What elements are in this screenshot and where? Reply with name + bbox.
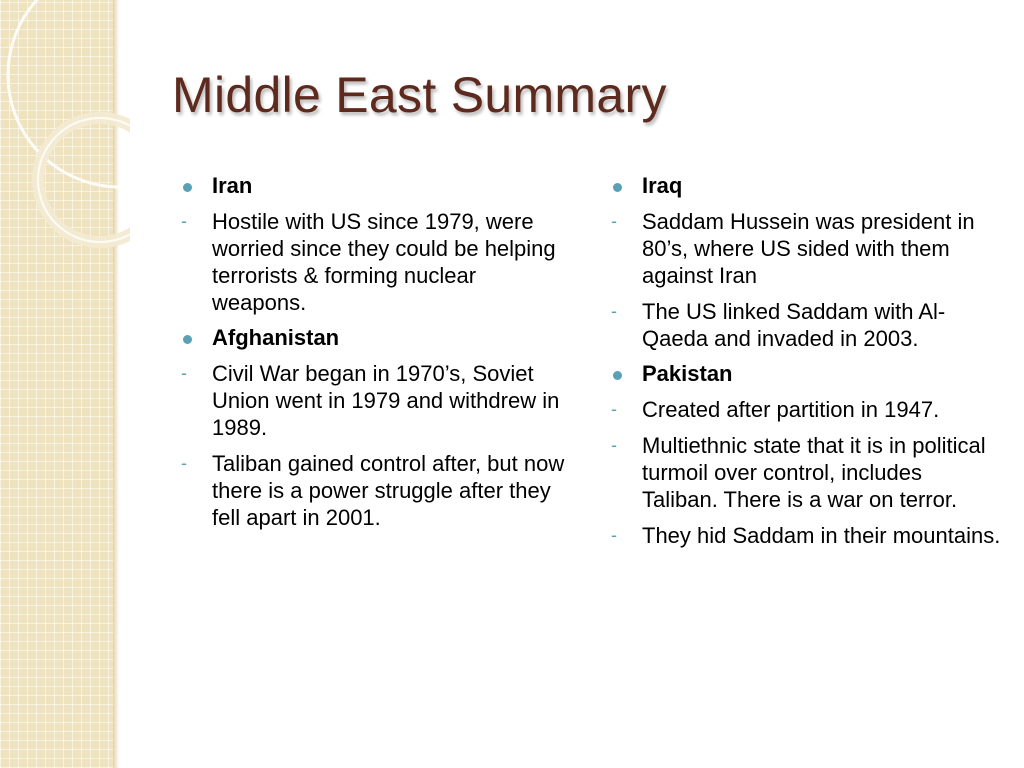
sub-bullet [608, 522, 1003, 549]
bullet-heading [178, 172, 568, 199]
bullet-dot-icon [613, 183, 622, 192]
dash-icon: - [611, 435, 617, 455]
sub-bullet [608, 208, 1003, 289]
bullet-text: Pakistan [642, 361, 733, 386]
decorative-circles [0, 0, 130, 300]
dash-icon: - [181, 363, 187, 383]
sub-bullet [178, 360, 568, 441]
sub-bullet [608, 298, 1003, 352]
dash-icon: - [181, 453, 187, 473]
bullet-text: Created after partition in 1947. [642, 397, 940, 422]
bullet-heading [608, 172, 1003, 199]
bullet-text: Taliban gained control after, but now there is a power struggle after they fell apart in 2001. [212, 451, 565, 530]
bullet-text: Iran [212, 173, 253, 198]
dash-icon: - [611, 525, 617, 545]
dash-icon: - [611, 211, 617, 231]
bullet-text: Multiethnic state that it is in political turmoil over control, includes Taliban. There is a war on terror. [642, 433, 986, 512]
bullet-dot-icon [613, 371, 622, 380]
slide-title: Middle East Summary [172, 67, 667, 123]
sub-bullet [178, 450, 568, 531]
bullet-dot-icon [183, 183, 192, 192]
bullet-text: Civil War began in 1970’s, Soviet Union went in 1979 and withdrew in 1989. [212, 361, 560, 440]
right-column [608, 172, 1003, 549]
dash-icon: - [611, 301, 617, 321]
bullet-heading [178, 324, 568, 351]
bullet-text: Saddam Hussein was president in 80’s, where US sided with them against Iran [642, 209, 975, 288]
bullet-list-left [178, 172, 568, 531]
bullet-text: Afghanistan [212, 325, 340, 350]
bullet-text: Hostile with US since 1979, were worried since they could be helping terrorists & forming nuclear weapons. [212, 209, 556, 315]
dash-icon: - [611, 399, 617, 419]
sub-bullet [608, 396, 1003, 423]
bullet-text: The US linked Saddam with Al-Qaeda and invaded in 2003. [642, 299, 946, 351]
bullet-text: They hid Saddam in their mountains. [642, 523, 1001, 548]
bullet-list-right [608, 172, 1003, 549]
sub-bullet [608, 432, 1003, 513]
bullet-dot-icon [183, 335, 192, 344]
bullet-text: Iraq [642, 173, 683, 198]
dash-icon: - [181, 211, 187, 231]
bullet-heading [608, 360, 1003, 387]
sub-bullet [178, 208, 568, 316]
left-column [178, 172, 568, 531]
